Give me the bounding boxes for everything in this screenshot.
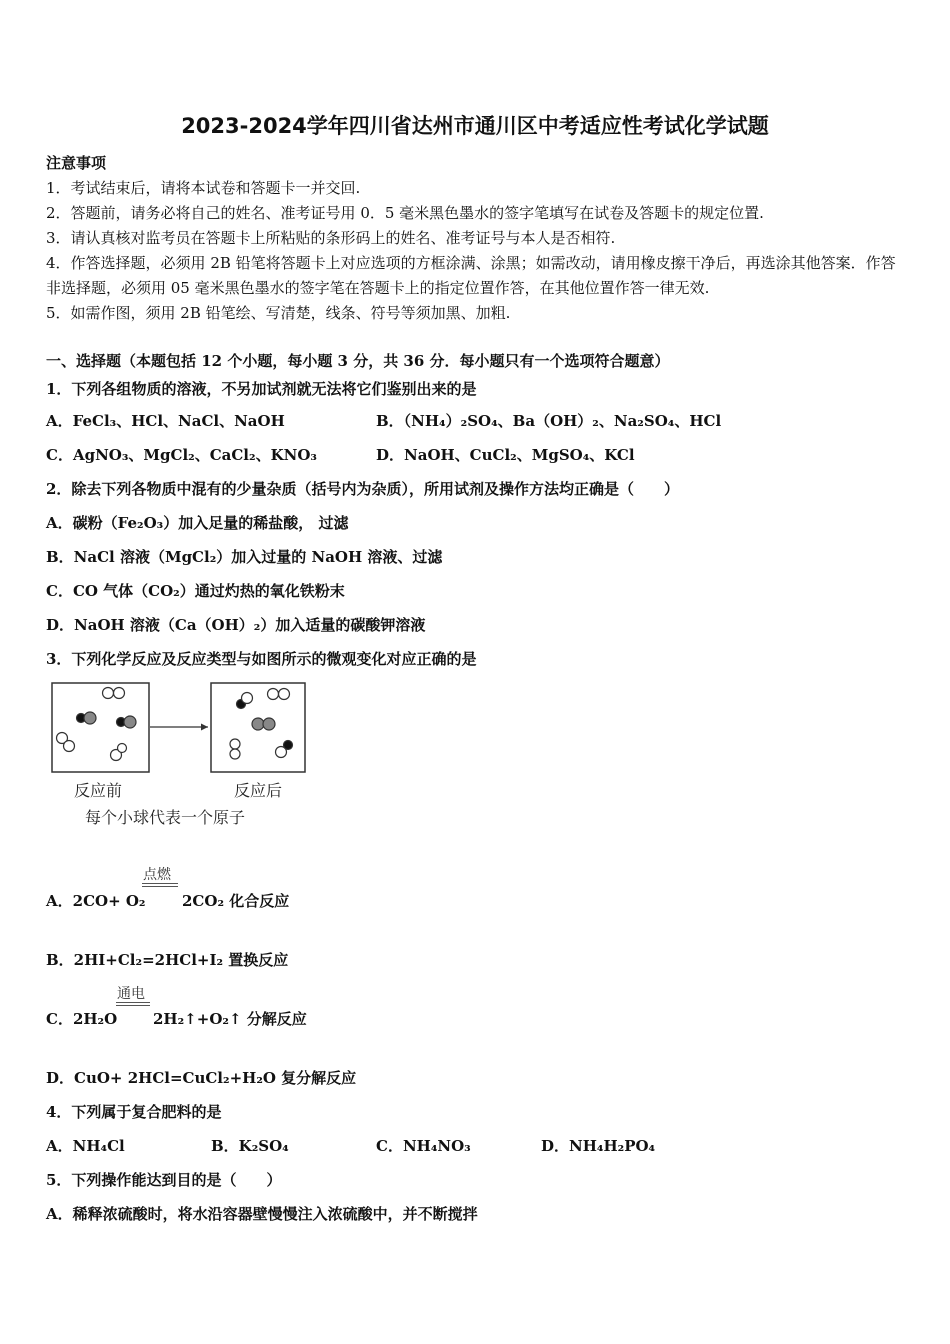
reaction-arrow-head xyxy=(201,724,208,731)
q1-option-b: B．（NH₄）₂SO₄、Ba（OH）₂、Na₂SO₄、HCl xyxy=(376,412,722,430)
page-title: 2023-2024学年四川省达州市通川区中考适应性考试化学试题 xyxy=(181,114,769,138)
label-after: 反应后 xyxy=(234,781,283,800)
q3-option-a-right: 2CO₂ 化合反应 xyxy=(182,892,290,910)
molecule-co-before-1 xyxy=(77,712,97,724)
question-5-stem: 5．下列操作能达到目的是（ ） xyxy=(46,1171,282,1189)
notice-item: 3．请认真核对监考员在答题卡上所粘贴的条形码上的姓名、准考证号与本人是否相符. xyxy=(46,229,616,247)
question-4-stem: 4．下列属于复合肥料的是 xyxy=(46,1103,222,1121)
q3-option-a-left: A．2CO+ O₂ xyxy=(46,892,146,910)
q4-option-d: D．NH₄H₂PO₄ xyxy=(541,1137,656,1155)
q2-option-b: B．NaCl 溶液（MgCl₂）加入过量的 NaOH 溶液、过滤 xyxy=(46,548,443,566)
diagram-caption: 每个小球代表一个原子 xyxy=(85,808,246,827)
question-2-stem: 2．除去下列各物质中混有的少量杂质（括号内为杂质），所用试剂及操作方法均正确是（ ） xyxy=(46,480,679,498)
q5-option-a: A．稀释浓硫酸时，将水沿容器壁慢慢注入浓硫酸中，并不断搅拌 xyxy=(46,1205,478,1223)
question-3-stem: 3．下列化学反应及反应类型与如图所示的微观变化对应正确的是 xyxy=(46,650,477,668)
question-1-stem: 1．下列各组物质的溶液，不另加试剂就无法将它们鉴别出来的是 xyxy=(46,380,477,398)
notice-item: 2．答题前，请务必将自己的姓名、准考证号用 0．5 毫米黑色墨水的签字笔填写在试卷及答题卡的规定位置. xyxy=(46,204,764,222)
q3-option-c-right: 2H₂↑+O₂↑ 分解反应 xyxy=(153,1010,307,1028)
notice-item: 4．作答选择题，必须用 2B 铅笔将答题卡上对应选项的方框涂满、涂黑；如需改动，请用橡皮擦干净后，再选涂其他答案．作答非选择题，必须用 05 毫米黑色墨水的签字笔在答题卡上的指定位置作答，在其他位置作答一律无效. xyxy=(46,254,896,297)
molecule-co-before-2 xyxy=(117,716,137,728)
q3-option-b: B．2HI+Cl₂=2HCl+I₂ 置换反应 xyxy=(46,951,289,969)
q3-option-c-equals xyxy=(116,1002,150,1006)
q3-option-d: D．CuO+ 2HCl=CuCl₂+H₂O 复分解反应 xyxy=(46,1069,357,1087)
q4-option-c: C．NH₄NO₃ xyxy=(376,1137,471,1155)
notice-heading: 注意事项 xyxy=(46,154,107,172)
q4-option-b: B．K₂SO₄ xyxy=(211,1137,289,1155)
q3-option-a-condition: 点燃 xyxy=(143,867,171,883)
q1-option-c: C．AgNO₃、MgCl₂、CaCl₂、KNO₃ xyxy=(46,446,317,464)
q1-option-d: D．NaOH、CuCl₂、MgSO₄、KCl xyxy=(376,446,635,464)
molecule-diagram-svg xyxy=(48,680,338,780)
q3-option-a-equals xyxy=(142,883,178,887)
notice-block xyxy=(46,151,906,326)
q3-option-c-left: C．2H₂O xyxy=(46,1010,118,1028)
q4-option-a: A．NH₄Cl xyxy=(46,1137,125,1155)
notice-item: 1．考试结束后，请将本试卷和答题卡一并交回. xyxy=(46,179,361,197)
reaction-diagram xyxy=(48,680,338,830)
before-box xyxy=(52,683,149,772)
q2-option-c: C．CO 气体（CO₂）通过灼热的氧化铁粉末 xyxy=(46,582,345,600)
q2-option-d: D．NaOH 溶液（Ca（OH）₂）加入适量的碳酸钾溶液 xyxy=(46,616,426,634)
notice-item: 5．如需作图，须用 2B 铅笔绘、写清楚，线条、符号等须加黑、加粗. xyxy=(46,304,511,322)
q1-option-a: A．FeCl₃、HCl、NaCl、NaOH xyxy=(46,412,285,430)
label-before: 反应前 xyxy=(74,781,123,800)
section-heading: 一、选择题（本题包括 12 个小题，每小题 3 分，共 36 分．每小题只有一个选项符合题意） xyxy=(46,352,670,370)
q3-option-c-condition: 通电 xyxy=(117,986,145,1002)
q2-option-a: A．碳粉（Fe₂O₃）加入足量的稀盐酸， 过滤 xyxy=(46,514,349,532)
